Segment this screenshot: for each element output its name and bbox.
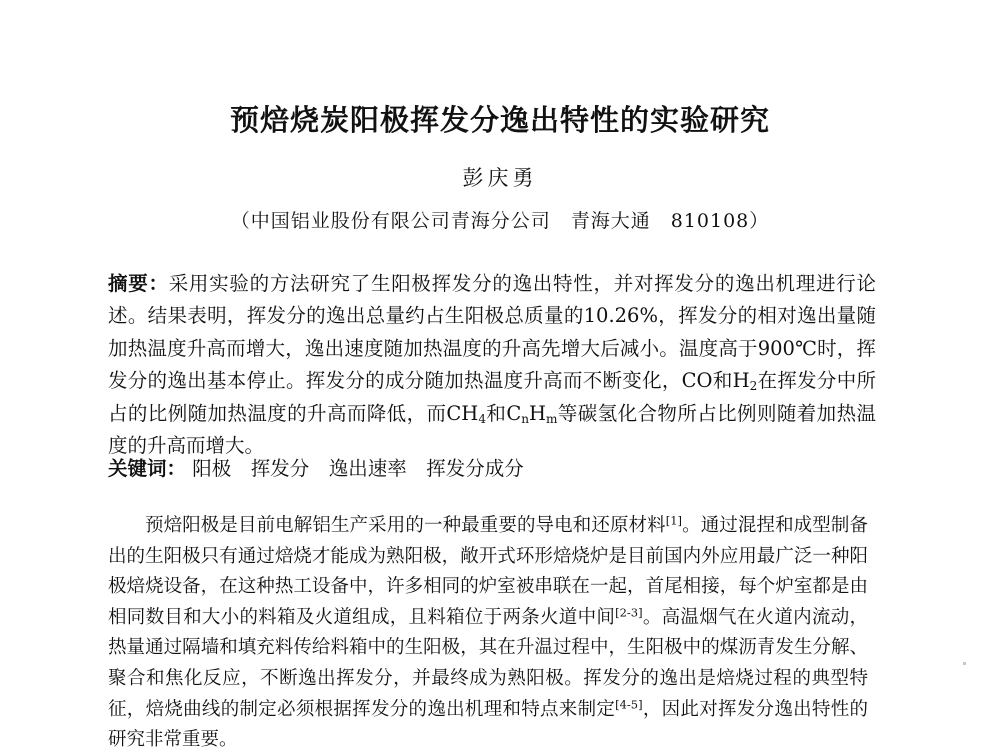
keywords-label: 关键词：	[108, 457, 187, 480]
citation: [1]	[665, 513, 682, 528]
subscript: 2	[749, 379, 758, 394]
body-text-segment: ，因此对挥发分逸出特性的研究非常重要。	[108, 698, 868, 751]
body-paragraph	[108, 511, 868, 756]
body-text-segment: 。高温烟气在火道内流动，热量通过隔墙和填充料传给料箱中的生阳极，其在升温过程中，生阳极中的煤沥青发生分解、聚合和焦化反应，不断逸出挥发分，并最终成为熟阳极。挥发分的逸出是焙烧过程的典型特征，焙烧曲线的制定必须根据挥发分的逸出机理和特点来制定	[108, 606, 868, 720]
scan-speck	[963, 662, 966, 665]
body-text-segment: 。通过混捏和成型制备出的生阳极只有通过焙烧才能成为熟阳极，敞开式环形焙烧炉是目前国内外应用最广泛一种阳极焙烧设备，在这种热工设备中，许多相同的炉室被串联在一起，首尾相接，每个炉室都是由相同数目和大小的料箱及火道组成，且料箱位于两条火道中间	[108, 515, 868, 628]
abstract-label: 摘要：	[108, 272, 169, 295]
abstract-text: H	[529, 401, 547, 425]
abstract-text: 等碳氢化合物所占比例则随着加热温度的升高而增大。	[108, 401, 876, 458]
subscript: m	[546, 411, 558, 426]
author-affiliation: （中国铝业股份有限公司青海分公司 青海大通 810108）	[230, 210, 770, 232]
subscript: n	[521, 411, 530, 426]
keywords	[108, 454, 876, 484]
body-text-segment: 预焙阳极是目前电解铝生产采用的一种最重要的导电和还原材料	[145, 515, 666, 536]
citation: [2-3]	[615, 605, 643, 620]
subscript: 4	[478, 411, 487, 426]
abstract-text: 在挥发分中所占的比例随加热温度的升高而降低，而CH	[108, 369, 876, 425]
body-text	[108, 511, 868, 756]
abstract-text: 采用实验的方法研究了生阳极挥发分的逸出特性，并对挥发分的逸出机理进行论述。结果表明，挥发分的逸出总量约占生阳极总质量的10.26%，挥发分的相对逸出量随加热温度升高而增大，逸出速度随加热温度的升高先增大后减小。温度高于900℃时，挥发分的逸出基本停止。挥发分的成分随加热温度升高而不断变化，CO和H	[108, 272, 876, 393]
abstract-text: 和C	[486, 401, 522, 425]
author-name: 彭庆勇	[462, 166, 538, 190]
paper-title: 预焙烧炭阳极挥发分逸出特性的实验研究	[229, 103, 770, 137]
keywords-text: 阳极 挥发分 逸出速率 挥发分成分	[186, 457, 524, 480]
abstract	[108, 268, 876, 462]
citation: [4-5]	[615, 697, 643, 712]
